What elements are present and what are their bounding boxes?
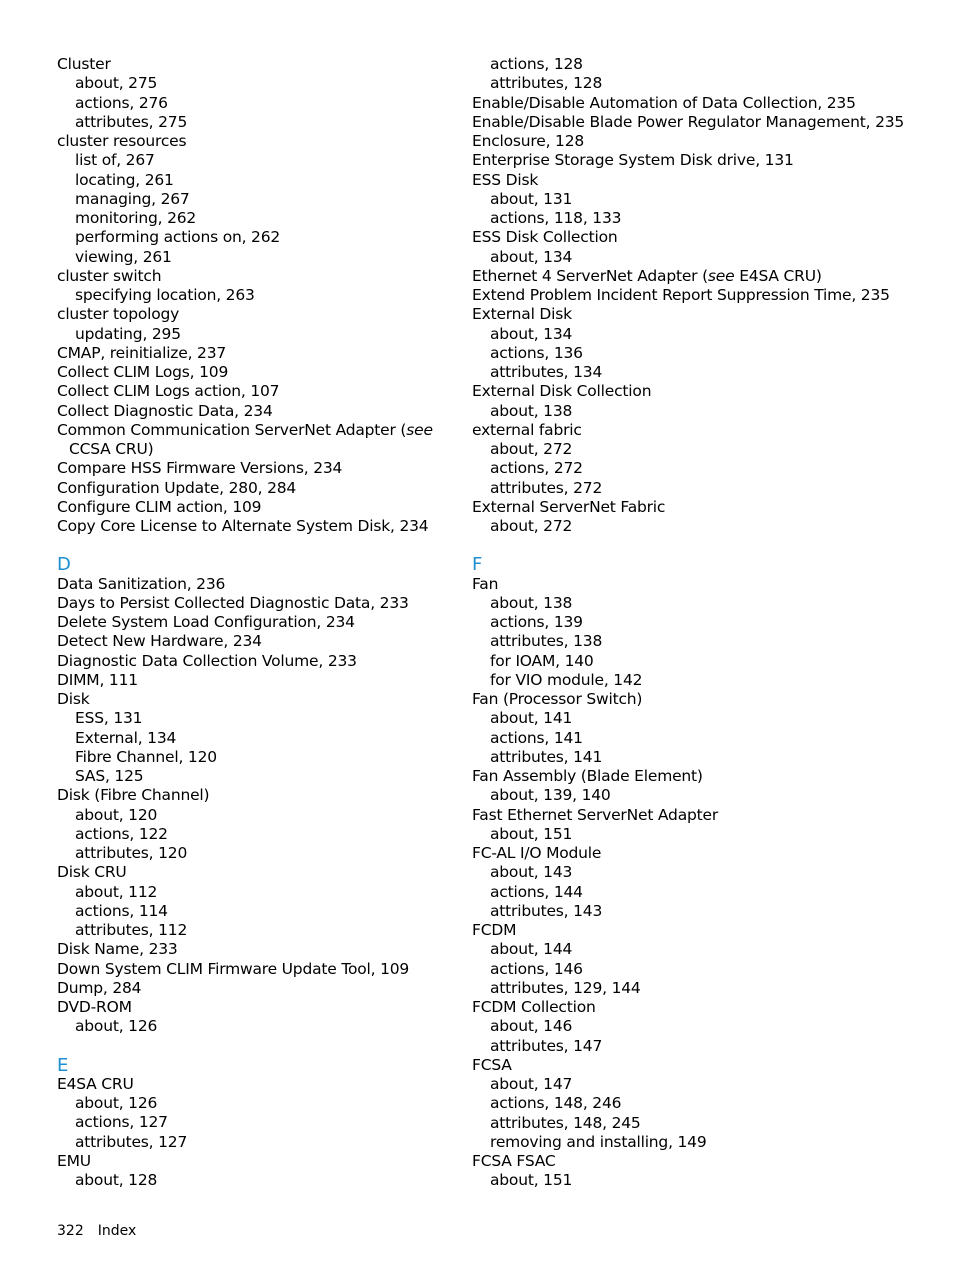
index-entry: Dump, 284 (57, 978, 142, 997)
index-subentry: about, 126 (75, 1094, 158, 1112)
index-subentry: managing, 267 (75, 189, 190, 208)
index-subentry: actions, 272 (490, 459, 583, 478)
index-subentry: list of, 267 (75, 151, 155, 170)
index-letter-heading: D (57, 554, 71, 576)
index-subentry: attributes, 143 (490, 901, 603, 920)
index-subentry: performing actions on, 262 (75, 228, 281, 247)
index-entry: DIMM, 111 (57, 670, 138, 689)
page-footer (57, 1222, 150, 1240)
index-entry: Fan (472, 574, 499, 593)
footer-section: Index (97, 1223, 137, 1239)
index-subentry: attributes, 148, 245 (490, 1113, 641, 1132)
index-entry: ESS Disk (472, 170, 539, 189)
index-entry: Fan Assembly (Blade Element) (472, 767, 703, 785)
index-entry: Extend Problem Incident Report Suppression Time, 235 (472, 286, 890, 304)
index-entry: Enterprise Storage System Disk drive, 131 (472, 151, 794, 170)
index-entry: Configure CLIM action, 109 (57, 497, 262, 516)
index-entry: Disk (57, 690, 90, 708)
index-subentry: about, 141 (490, 709, 573, 728)
index-subentry: External, 134 (75, 728, 177, 747)
index-subentry: for VIO module, 142 (490, 670, 643, 689)
index-subentry: attributes, 120 (75, 844, 188, 862)
index-subentry: actions, 114 (75, 901, 168, 920)
index-subentry: attributes, 112 (75, 921, 188, 939)
index-entry: External Disk Collection (472, 382, 652, 401)
index-entry: Common Communication ServerNet Adapter (see CCSA CRU) (57, 420, 433, 458)
index-subentry: about, 138 (490, 401, 573, 420)
index-subentry: actions, 136 (490, 343, 583, 362)
index-subentry: about, 120 (75, 805, 158, 824)
index-entry: FCDM Collection (472, 998, 596, 1016)
see-reference: see (707, 266, 735, 285)
index-entry: E4SA CRU (57, 1074, 134, 1093)
index-subentry: attributes, 138 (490, 632, 603, 651)
index-entry: FC-AL I/O Module (472, 844, 602, 862)
index-subentry: attributes, 147 (490, 1036, 603, 1055)
index-subentry: about, 138 (490, 593, 573, 612)
index-entry: Enable/Disable Automation of Data Collection, 235 (472, 93, 856, 112)
index-subentry: attributes, 141 (490, 747, 603, 766)
index-subentry: about, 151 (490, 824, 573, 843)
index-subentry: actions, 139 (490, 613, 583, 631)
index-subentry: attributes, 134 (490, 363, 603, 381)
index-subentry: about, 128 (75, 1171, 158, 1189)
index-subentry: about, 144 (490, 940, 573, 959)
index-subentry: actions, 122 (75, 824, 168, 843)
index-subentry: specifying location, 263 (75, 286, 255, 304)
index-entry: External ServerNet Fabric (472, 497, 666, 516)
index-subentry: viewing, 261 (75, 247, 172, 266)
index-subentry: about, 146 (490, 1017, 573, 1036)
index-entry: CMAP, reinitialize, 237 (57, 343, 227, 362)
index-entry: Compare HSS Firmware Versions, 234 (57, 459, 343, 478)
index-entry: Delete System Load Configuration, 234 (57, 613, 355, 631)
index-entry: Fan (Processor Switch) (472, 690, 643, 708)
index-subentry: about, 275 (75, 74, 158, 93)
index-column-right (472, 55, 942, 1191)
index-subentry: ESS, 131 (75, 709, 143, 728)
index-entry: cluster switch (57, 266, 162, 285)
page-number: 322 (57, 1223, 84, 1239)
index-entry: external fabric (472, 420, 582, 439)
index-subentry: about, 131 (490, 189, 573, 208)
index-entry: Disk Name, 233 (57, 940, 178, 959)
index-entry: Collect CLIM Logs action, 107 (57, 382, 280, 401)
index-entry: Enclosure, 128 (472, 132, 585, 150)
index-entry: External Disk (472, 305, 572, 324)
index-subentry: about, 272 (490, 517, 573, 535)
index-subentry: actions, 118, 133 (490, 209, 622, 227)
index-entry: Down System CLIM Firmware Update Tool, 109 (57, 959, 410, 978)
index-subentry: about, 126 (75, 1017, 158, 1036)
index-entry: Detect New Hardware, 234 (57, 632, 262, 651)
index-entry: Fast Ethernet ServerNet Adapter (472, 805, 719, 824)
index-subentry: about, 143 (490, 863, 573, 882)
index-entry: Days to Persist Collected Diagnostic Data, 233 (57, 593, 409, 612)
index-entry: ESS Disk Collection (472, 228, 618, 247)
index-subentry: actions, 148, 246 (490, 1094, 622, 1113)
index-entry: Diagnostic Data Collection Volume, 233 (57, 651, 357, 670)
index-subentry: Fibre Channel, 120 (75, 747, 217, 766)
index-subentry: about, 134 (490, 247, 573, 266)
index-entry: FCSA FSAC (472, 1152, 556, 1170)
index-entry: Data Sanitization, 236 (57, 574, 226, 593)
index-subentry: attributes, 275 (75, 112, 188, 131)
index-subentry: updating, 295 (75, 324, 181, 343)
index-entry: Disk (Fibre Channel) (57, 786, 210, 805)
index-subentry: about, 112 (75, 882, 158, 901)
index-subentry: about, 272 (490, 440, 573, 458)
index-entry: Configuration Update, 280, 284 (57, 478, 297, 497)
index-subentry: removing and installing, 149 (490, 1132, 707, 1151)
index-letter-heading: E (57, 1054, 69, 1076)
index-subentry: locating, 261 (75, 170, 174, 189)
index-subentry: actions, 276 (75, 93, 168, 112)
index-subentry: about, 147 (490, 1075, 573, 1093)
index-entry: Copy Core License to Alternate System Disk, 234 (57, 517, 429, 535)
index-subentry: attributes, 272 (490, 478, 603, 497)
index-entry: Collect CLIM Logs, 109 (57, 363, 229, 381)
index-subentry: attributes, 128 (490, 74, 603, 93)
index-subentry: SAS, 125 (75, 767, 144, 785)
index-entry: Disk CRU (57, 863, 127, 882)
index-subentry: attributes, 127 (75, 1132, 188, 1151)
index-entry: FCSA (472, 1055, 512, 1074)
index-subentry: actions, 146 (490, 959, 583, 978)
index-subentry: about, 151 (490, 1171, 573, 1190)
index-subentry: about, 134 (490, 324, 573, 343)
index-letter-heading: F (472, 554, 483, 576)
index-subentry: about, 139, 140 (490, 786, 611, 805)
see-reference: see (406, 420, 433, 439)
index-entry: EMU (57, 1151, 91, 1170)
index-subentry: attributes, 129, 144 (490, 978, 641, 997)
index-entry: Collect Diagnostic Data, 234 (57, 401, 273, 420)
index-entry: cluster topology (57, 305, 180, 324)
index-entry: cluster resources (57, 132, 187, 150)
index-subentry: actions, 127 (75, 1113, 168, 1132)
index-entry: Ethernet 4 ServerNet Adapter (see E4SA CRU) (472, 266, 822, 285)
index-entry: Enable/Disable Blade Power Regulator Management, 235 (472, 112, 905, 131)
index-column-left (57, 55, 457, 1190)
index-entry: DVD-ROM (57, 998, 132, 1016)
index-entry: Cluster (57, 55, 111, 73)
index-subentry: actions, 128 (490, 55, 583, 73)
index-subentry: monitoring, 262 (75, 209, 197, 227)
index-entry: FCDM (472, 921, 517, 939)
index-subentry: actions, 144 (490, 882, 583, 901)
index-subentry: actions, 141 (490, 728, 583, 747)
index-subentry: for IOAM, 140 (490, 651, 594, 670)
